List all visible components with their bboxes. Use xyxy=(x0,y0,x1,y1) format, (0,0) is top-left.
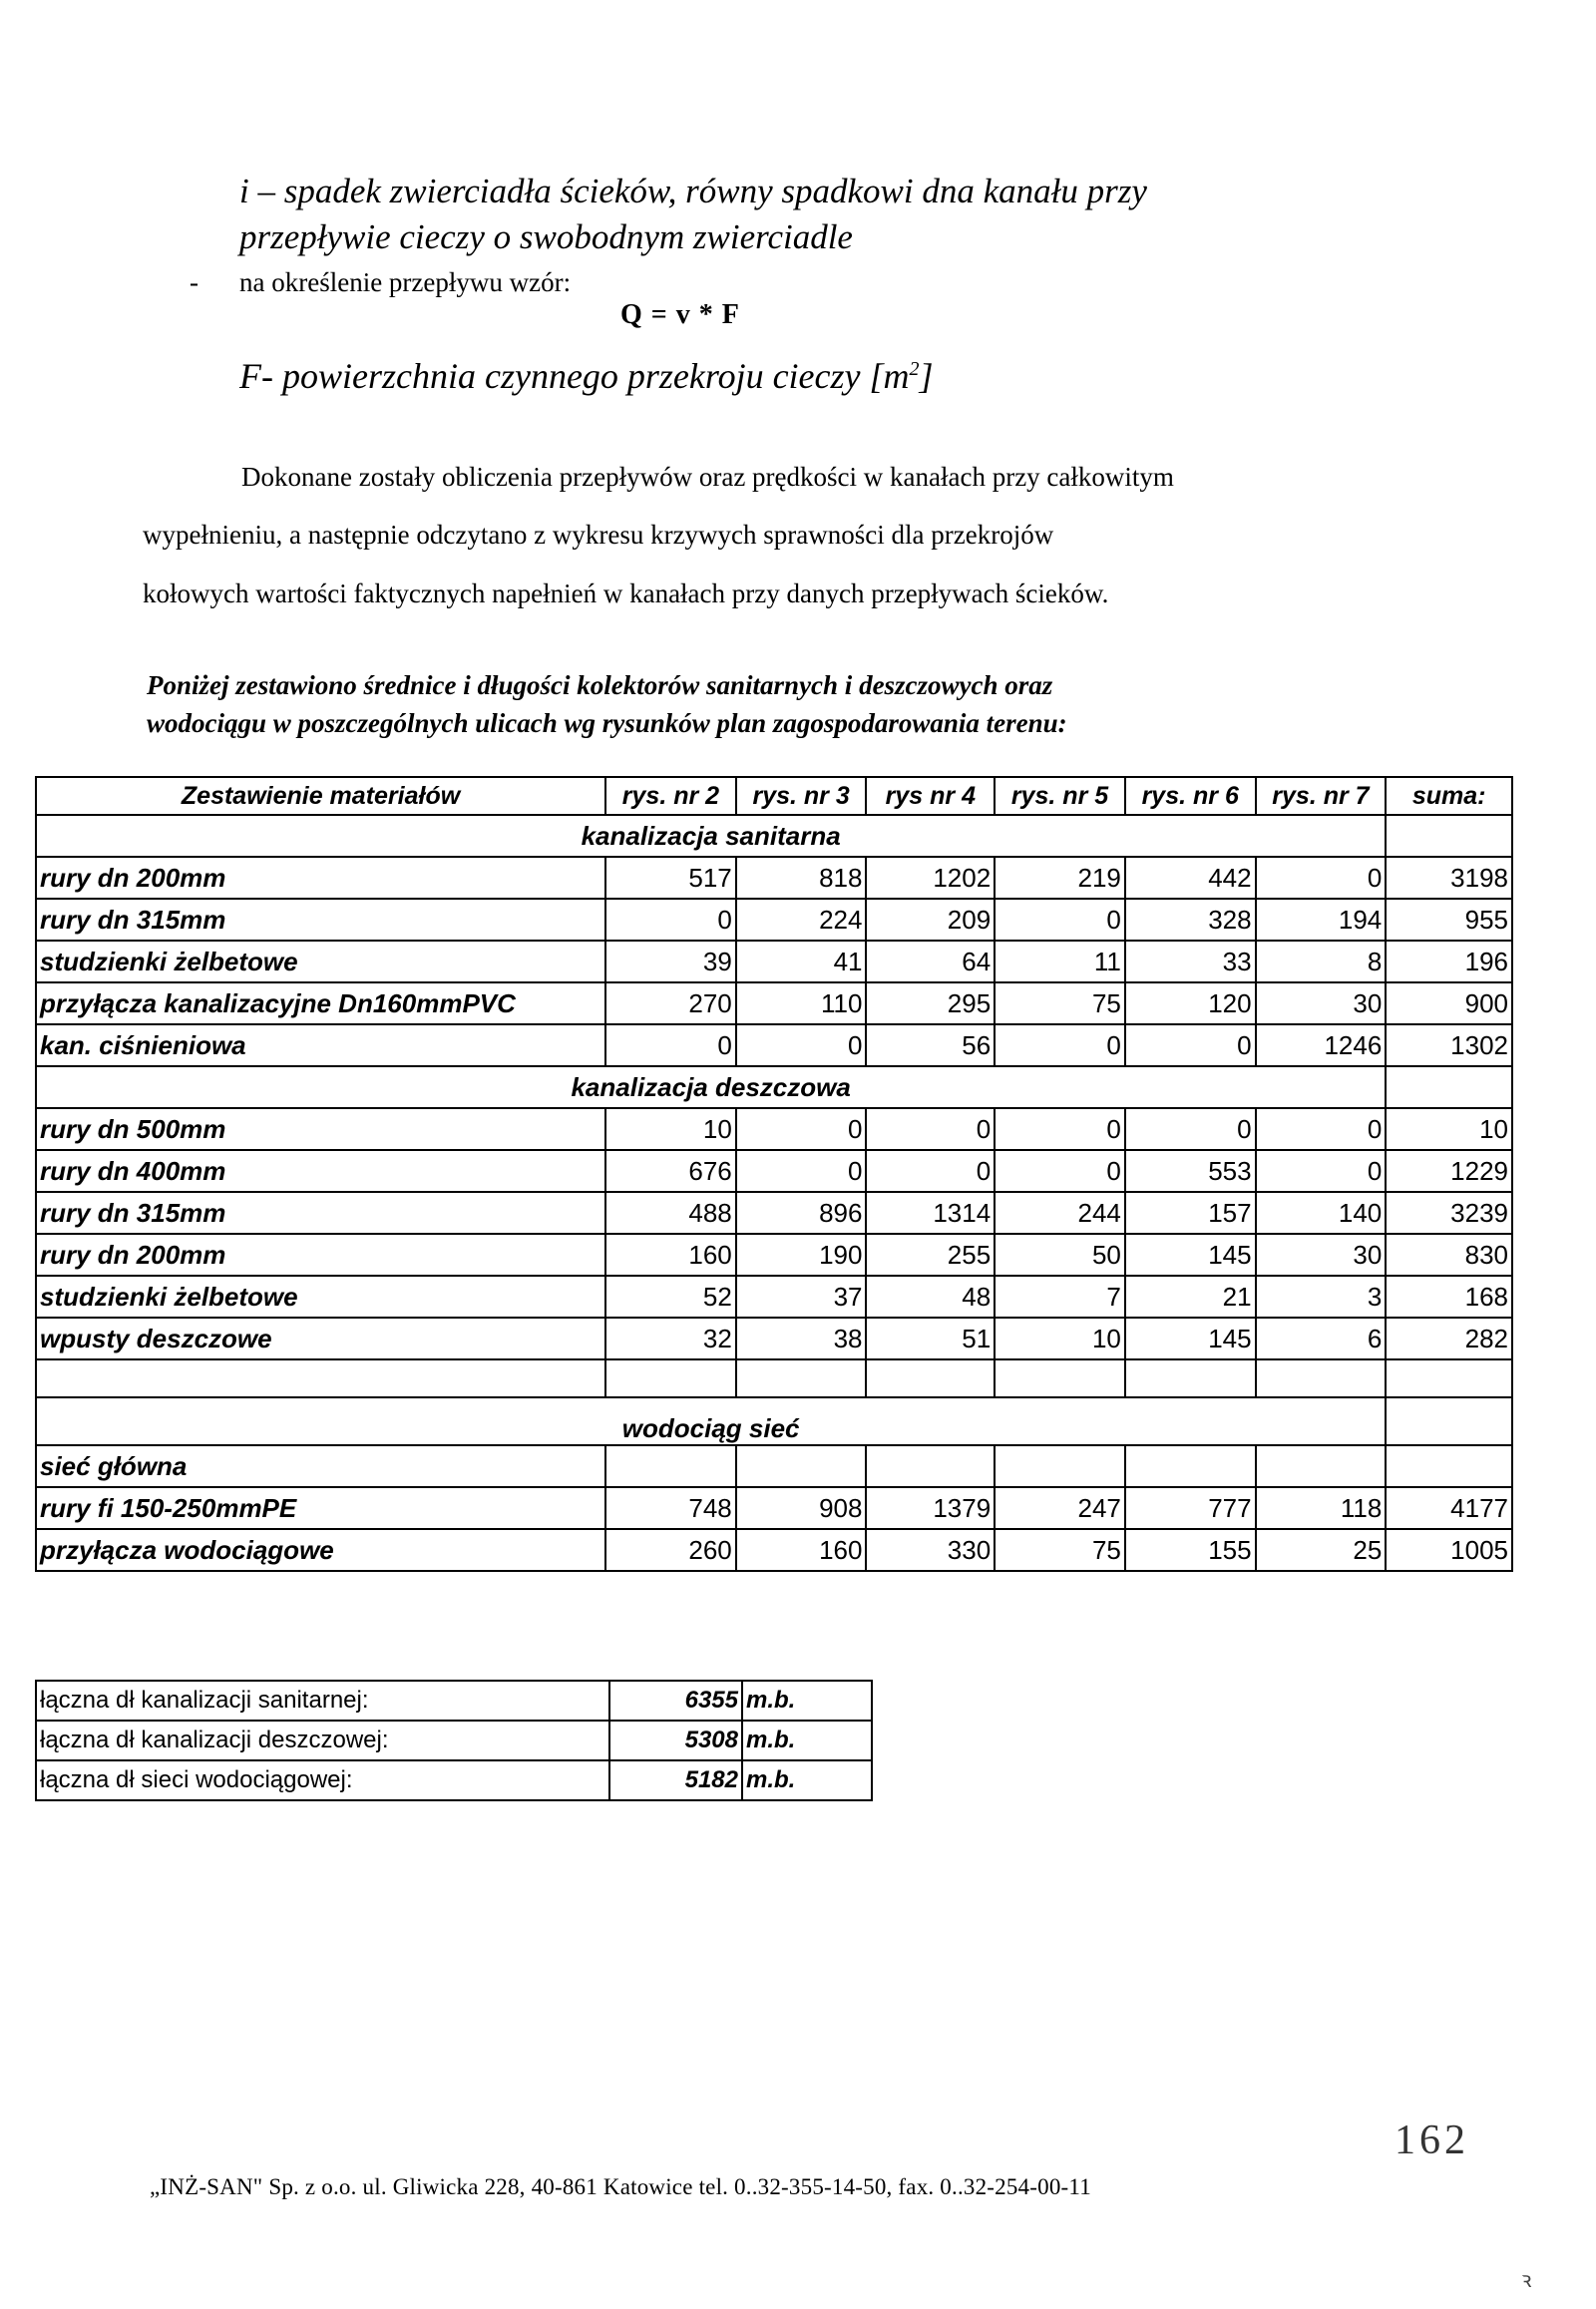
value-cell: 830 xyxy=(1386,1234,1512,1276)
value-cell: 75 xyxy=(995,982,1125,1024)
value-cell: 160 xyxy=(605,1234,736,1276)
value-cell: 0 xyxy=(866,1150,995,1192)
value-cell: 41 xyxy=(736,941,867,982)
summary-label: łączna dł kanalizacji sanitarnej: xyxy=(36,1681,609,1721)
empty-cell xyxy=(866,1445,995,1487)
value-cell: 244 xyxy=(995,1192,1125,1234)
value-cell: 1379 xyxy=(866,1487,995,1529)
summary-label: łączna dł kanalizacji deszczowej: xyxy=(36,1721,609,1760)
section-title: kanalizacja deszczowa xyxy=(36,1066,1386,1108)
table-row xyxy=(36,857,1512,899)
intro-line-4 xyxy=(239,355,934,397)
value-cell: 10 xyxy=(1386,1108,1512,1150)
value-cell: 818 xyxy=(736,857,867,899)
value-cell: 255 xyxy=(866,1234,995,1276)
summary-table xyxy=(35,1680,873,1801)
heading-line-1: Poniżej zestawiono średnice i długości kolektorów sanitarnych i deszczowych oraz xyxy=(147,670,1053,700)
value-cell: 1314 xyxy=(866,1192,995,1234)
empty-cell xyxy=(1386,1066,1512,1108)
value-cell: 3239 xyxy=(1386,1192,1512,1234)
value-cell: 260 xyxy=(605,1529,736,1571)
value-cell: 39 xyxy=(605,941,736,982)
row-label: rury dn 315mm xyxy=(36,899,605,941)
value-cell: 0 xyxy=(995,899,1125,941)
row-label: rury dn 200mm xyxy=(36,1234,605,1276)
page-number: 162 xyxy=(1395,2117,1469,2163)
table-row xyxy=(36,1487,1512,1529)
empty-cell xyxy=(1125,1359,1256,1397)
empty-cell xyxy=(866,1359,995,1397)
column-header: Zestawienie materiałów xyxy=(36,777,605,815)
value-cell: 10 xyxy=(605,1108,736,1150)
empty-cell xyxy=(1386,1359,1512,1397)
value-cell: 1005 xyxy=(1386,1529,1512,1571)
value-cell: 194 xyxy=(1256,899,1387,941)
paragraph-line-1: Dokonane zostały obliczenia przepływów oraz prędkości w kanałach przy całkowitym xyxy=(241,462,1174,492)
row-label: wpusty deszczowe xyxy=(36,1318,605,1359)
value-cell: 900 xyxy=(1386,982,1512,1024)
value-cell: 0 xyxy=(736,1150,867,1192)
row-label: rury dn 315mm xyxy=(36,1192,605,1234)
value-cell: 442 xyxy=(1125,857,1256,899)
empty-row xyxy=(36,1359,1512,1397)
value-cell: 75 xyxy=(995,1529,1125,1571)
value-cell: 209 xyxy=(866,899,995,941)
value-cell: 64 xyxy=(866,941,995,982)
summary-row xyxy=(36,1721,872,1760)
row-label: rury dn 200mm xyxy=(36,857,605,899)
value-cell: 270 xyxy=(605,982,736,1024)
value-cell: 168 xyxy=(1386,1276,1512,1318)
value-cell: 160 xyxy=(736,1529,867,1571)
value-cell: 155 xyxy=(1125,1529,1256,1571)
row-label: kan. ciśnieniowa xyxy=(36,1024,605,1066)
value-cell: 145 xyxy=(1125,1234,1256,1276)
row-label: przyłącza wodociągowe xyxy=(36,1529,605,1571)
summary-label: łączna dł sieci wodociągowej: xyxy=(36,1760,609,1800)
empty-cell xyxy=(1386,815,1512,857)
value-cell: 37 xyxy=(736,1276,867,1318)
value-cell: 488 xyxy=(605,1192,736,1234)
empty-cell xyxy=(1386,1397,1512,1445)
table-row xyxy=(36,899,1512,941)
empty-cell xyxy=(605,1445,736,1487)
value-cell: 10 xyxy=(995,1318,1125,1359)
value-cell: 0 xyxy=(995,1024,1125,1066)
value-cell: 676 xyxy=(605,1150,736,1192)
value-cell: 30 xyxy=(1256,1234,1387,1276)
water-main-row xyxy=(36,1445,1512,1487)
value-cell: 0 xyxy=(1256,857,1387,899)
value-cell: 282 xyxy=(1386,1318,1512,1359)
value-cell: 33 xyxy=(1125,941,1256,982)
intro-line-4-text: F- powierzchnia czynnego przekroju cieczy [m xyxy=(239,356,910,396)
value-cell: 7 xyxy=(995,1276,1125,1318)
value-cell: 0 xyxy=(866,1108,995,1150)
table-row xyxy=(36,982,1512,1024)
value-cell: 120 xyxy=(1125,982,1256,1024)
value-cell: 0 xyxy=(1125,1024,1256,1066)
column-header: rys. nr 7 xyxy=(1256,777,1387,815)
value-cell: 48 xyxy=(866,1276,995,1318)
value-cell: 0 xyxy=(995,1108,1125,1150)
column-header: rys. nr 2 xyxy=(605,777,736,815)
value-cell: 50 xyxy=(995,1234,1125,1276)
summary-value: 6355 xyxy=(609,1681,742,1721)
value-cell: 110 xyxy=(736,982,867,1024)
value-cell: 25 xyxy=(1256,1529,1387,1571)
empty-cell xyxy=(1256,1359,1387,1397)
value-cell: 219 xyxy=(995,857,1125,899)
value-cell: 0 xyxy=(1256,1108,1387,1150)
intro-line-1: i – spadek zwierciadła ścieków, równy spadkowi dna kanału przy xyxy=(239,172,1147,210)
value-cell: 0 xyxy=(1256,1150,1387,1192)
intro-line-2: przepływie cieczy o swobodnym zwierciadle xyxy=(239,217,853,256)
bullet-dash: - xyxy=(190,267,199,297)
footer-address: „INŻ-SAN" Sp. z o.o. ul. Gliwicka 228, 40-861 Katowice tel. 0..32-355-14-50, fax. 0..32-254-00-11 xyxy=(150,2174,1091,2199)
value-cell: 52 xyxy=(605,1276,736,1318)
value-cell: 3 xyxy=(1256,1276,1387,1318)
row-label: rury dn 400mm xyxy=(36,1150,605,1192)
value-cell: 157 xyxy=(1125,1192,1256,1234)
table-row xyxy=(36,1234,1512,1276)
row-label: sieć główna xyxy=(36,1445,605,1487)
empty-cell xyxy=(1386,1445,1512,1487)
summary-value: 5182 xyxy=(609,1760,742,1800)
table-row xyxy=(36,1150,1512,1192)
value-cell: 955 xyxy=(1386,899,1512,941)
summary-unit: m.b. xyxy=(742,1760,872,1800)
value-cell: 224 xyxy=(736,899,867,941)
value-cell: 0 xyxy=(995,1150,1125,1192)
column-header: rys. nr 3 xyxy=(736,777,867,815)
value-cell: 517 xyxy=(605,857,736,899)
row-label: studzienki żelbetowe xyxy=(36,1276,605,1318)
row-label: studzienki żelbetowe xyxy=(36,941,605,982)
intro-bullet xyxy=(190,267,571,298)
corner-mark: ꝛ xyxy=(1521,2267,1532,2292)
value-cell: 295 xyxy=(866,982,995,1024)
empty-cell xyxy=(995,1445,1125,1487)
column-header: rys nr 4 xyxy=(866,777,995,815)
section-title: wodociąg sieć xyxy=(36,1397,1386,1445)
value-cell: 908 xyxy=(736,1487,867,1529)
value-cell: 11 xyxy=(995,941,1125,982)
value-cell: 6 xyxy=(1256,1318,1387,1359)
table-row xyxy=(36,1529,1512,1571)
summary-unit: m.b. xyxy=(742,1721,872,1760)
table-row xyxy=(36,941,1512,982)
section-sanitary xyxy=(36,815,1512,857)
column-header: rys. nr 5 xyxy=(995,777,1125,815)
value-cell: 145 xyxy=(1125,1318,1256,1359)
paragraph-line-3: kołowych wartości faktycznych napełnień w kanałach przy danych przepływach ścieków. xyxy=(143,578,1109,608)
section-water xyxy=(36,1397,1512,1445)
table-row xyxy=(36,1318,1512,1359)
value-cell: 1246 xyxy=(1256,1024,1387,1066)
section-storm xyxy=(36,1066,1512,1108)
value-cell: 8 xyxy=(1256,941,1387,982)
table-row xyxy=(36,1108,1512,1150)
value-cell: 21 xyxy=(1125,1276,1256,1318)
table-row xyxy=(36,1024,1512,1066)
column-header: rys. nr 6 xyxy=(1125,777,1256,815)
value-cell: 118 xyxy=(1256,1487,1387,1529)
heading-line-2: wodociągu w poszczególnych ulicach wg rysunków plan zagospodarowania terenu: xyxy=(147,708,1067,738)
value-cell: 196 xyxy=(1386,941,1512,982)
value-cell: 247 xyxy=(995,1487,1125,1529)
empty-cell xyxy=(1256,1445,1387,1487)
row-label: przyłącza kanalizacyjne Dn160mmPVC xyxy=(36,982,605,1024)
value-cell: 896 xyxy=(736,1192,867,1234)
value-cell: 0 xyxy=(736,1108,867,1150)
value-cell: 38 xyxy=(736,1318,867,1359)
value-cell: 30 xyxy=(1256,982,1387,1024)
value-cell: 56 xyxy=(866,1024,995,1066)
value-cell: 4177 xyxy=(1386,1487,1512,1529)
summary-unit: m.b. xyxy=(742,1681,872,1721)
value-cell: 140 xyxy=(1256,1192,1387,1234)
materials-table xyxy=(35,776,1513,1572)
value-cell: 1202 xyxy=(866,857,995,899)
value-cell: 1229 xyxy=(1386,1150,1512,1192)
row-label: rury fi 150-250mmPE xyxy=(36,1487,605,1529)
value-cell: 0 xyxy=(605,899,736,941)
table-row xyxy=(36,1192,1512,1234)
table-row xyxy=(36,1276,1512,1318)
column-header: suma: xyxy=(1386,777,1512,815)
value-cell: 51 xyxy=(866,1318,995,1359)
value-cell: 748 xyxy=(605,1487,736,1529)
value-cell: 32 xyxy=(605,1318,736,1359)
value-cell: 553 xyxy=(1125,1150,1256,1192)
value-cell: 330 xyxy=(866,1529,995,1571)
summary-row xyxy=(36,1760,872,1800)
value-cell: 328 xyxy=(1125,899,1256,941)
empty-cell xyxy=(736,1445,867,1487)
empty-cell xyxy=(736,1359,867,1397)
summary-row xyxy=(36,1681,872,1721)
formula: Q = v * F xyxy=(620,299,740,330)
value-cell: 777 xyxy=(1125,1487,1256,1529)
empty-cell xyxy=(1125,1445,1256,1487)
intro-line-3: na określenie przepływu wzór: xyxy=(239,267,572,297)
value-cell: 1302 xyxy=(1386,1024,1512,1066)
table-header-row xyxy=(36,777,1512,815)
intro-line-4-sup: 2 xyxy=(909,358,920,380)
value-cell: 0 xyxy=(736,1024,867,1066)
value-cell: 0 xyxy=(605,1024,736,1066)
empty-cell xyxy=(36,1359,605,1397)
row-label: rury dn 500mm xyxy=(36,1108,605,1150)
intro-line-4-end: ] xyxy=(919,356,934,396)
empty-cell xyxy=(995,1359,1125,1397)
paragraph-line-2: wypełnieniu, a następnie odczytano z wykresu krzywych sprawności dla przekrojów xyxy=(143,520,1054,550)
value-cell: 0 xyxy=(1125,1108,1256,1150)
summary-value: 5308 xyxy=(609,1721,742,1760)
value-cell: 3198 xyxy=(1386,857,1512,899)
empty-cell xyxy=(605,1359,736,1397)
value-cell: 190 xyxy=(736,1234,867,1276)
section-title: kanalizacja sanitarna xyxy=(36,815,1386,857)
